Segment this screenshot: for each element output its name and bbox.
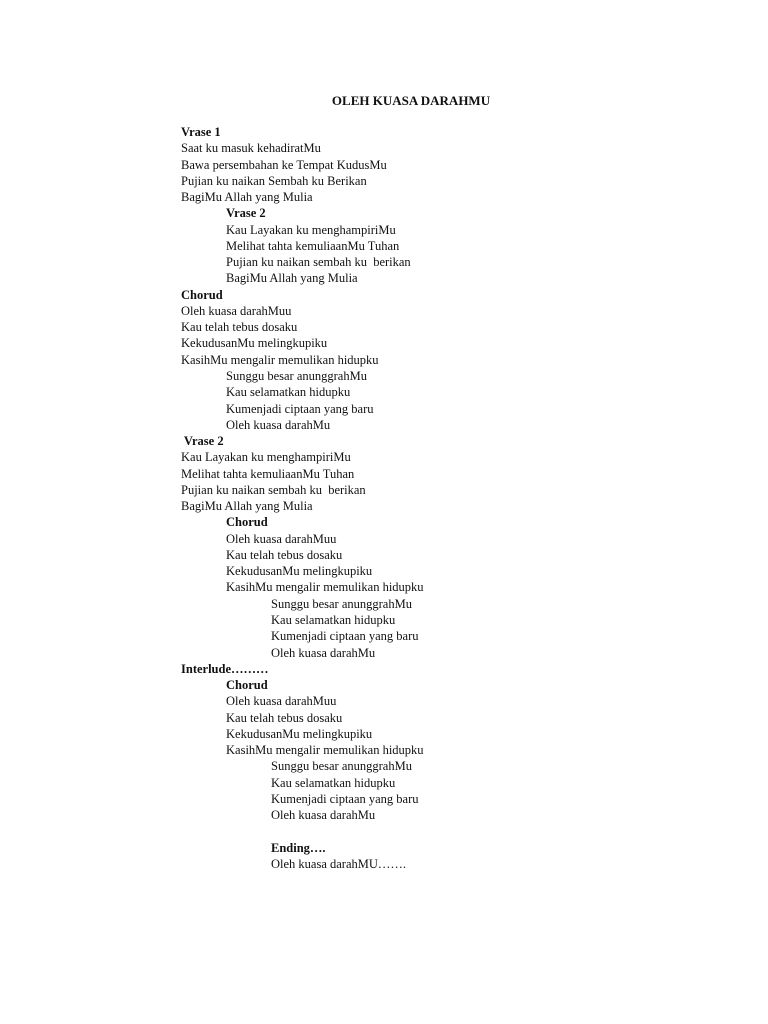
lyric-line: Sunggu besar anunggrahMu bbox=[271, 596, 412, 611]
lyric-line: Kau telah tebus dosaku bbox=[226, 547, 343, 562]
lyric-line: Bawa persembahan ke Tempat KudusMu bbox=[181, 157, 387, 172]
lyric-line: Sunggu besar anunggrahMu bbox=[226, 368, 367, 383]
lyric-line: Kau telah tebus dosaku bbox=[226, 710, 343, 725]
section-heading: Vrase 2 bbox=[226, 206, 266, 221]
lyric-line: Oleh kuasa darahMuu bbox=[181, 303, 292, 318]
lyric-line: Kau Layakan ku menghampiriMu bbox=[181, 450, 351, 465]
lyric-line: Kau Layakan ku menghampiriMu bbox=[226, 222, 396, 237]
section-heading: Vrase 1 bbox=[181, 125, 221, 139]
lyric-line: Kau selamatkan hidupku bbox=[271, 612, 396, 627]
lyrics-block bbox=[181, 124, 741, 872]
section-heading: Chorud bbox=[226, 515, 268, 530]
lyric-line: Saat ku masuk kehadiratMu bbox=[181, 141, 321, 156]
lyric-line: Kumenjadi ciptaan yang baru bbox=[226, 401, 374, 416]
lyric-line: KasihMu mengalir memulikan hidupku bbox=[226, 743, 424, 758]
lyric-line: Oleh kuasa darahMuu bbox=[226, 531, 337, 546]
song-title: OLEH KUASA DARAHMU bbox=[331, 93, 491, 108]
section-heading: Interlude……… bbox=[181, 661, 269, 676]
section-heading: Vrase 2 bbox=[181, 434, 224, 449]
lyric-line: BagiMu Allah yang Mulia bbox=[181, 499, 313, 514]
section-heading: Chorud bbox=[181, 287, 223, 302]
lyric-line: Melihat tahta kemuliaanMu Tuhan bbox=[226, 238, 400, 253]
lyric-line: Kau selamatkan hidupku bbox=[271, 775, 396, 790]
lyric-line: KasihMu mengalir memulikan hidupku bbox=[181, 352, 379, 367]
lyric-line: Oleh kuasa darahMu bbox=[271, 808, 376, 823]
lyric-line: Kumenjadi ciptaan yang baru bbox=[271, 791, 419, 806]
lyric-line: Sunggu besar anunggrahMu bbox=[271, 759, 412, 774]
lyric-line: KekudusanMu melingkupiku bbox=[226, 726, 373, 741]
lyric-line: Oleh kuasa darahMU……. bbox=[271, 856, 407, 871]
section-heading: Ending…. bbox=[271, 840, 326, 855]
lyric-line: Kumenjadi ciptaan yang baru bbox=[271, 629, 419, 644]
blank-line bbox=[181, 823, 741, 839]
lyric-line: BagiMu Allah yang Mulia bbox=[226, 271, 358, 286]
lyric-line: Pujian ku naikan Sembah ku Berikan bbox=[181, 173, 367, 188]
lyric-line: Oleh kuasa darahMu bbox=[226, 417, 331, 432]
lyric-line: KekudusanMu melingkupiku bbox=[181, 336, 328, 351]
lyric-line: Kau selamatkan hidupku bbox=[226, 385, 351, 400]
lyric-line: Melihat tahta kemuliaanMu Tuhan bbox=[181, 466, 355, 481]
lyric-line: KasihMu mengalir memulikan hidupku bbox=[226, 580, 424, 595]
lyric-line: Pujian ku naikan sembah ku berikan bbox=[226, 255, 411, 270]
lyric-line: Kau telah tebus dosaku bbox=[181, 320, 298, 335]
section-heading: Chorud bbox=[226, 678, 268, 693]
lyric-line: Oleh kuasa darahMu bbox=[271, 645, 376, 660]
lyric-line: KekudusanMu melingkupiku bbox=[226, 564, 373, 579]
lyric-line: Pujian ku naikan sembah ku berikan bbox=[181, 482, 366, 497]
lyric-line: Oleh kuasa darahMuu bbox=[226, 694, 337, 709]
lyric-line: BagiMu Allah yang Mulia bbox=[181, 190, 313, 205]
